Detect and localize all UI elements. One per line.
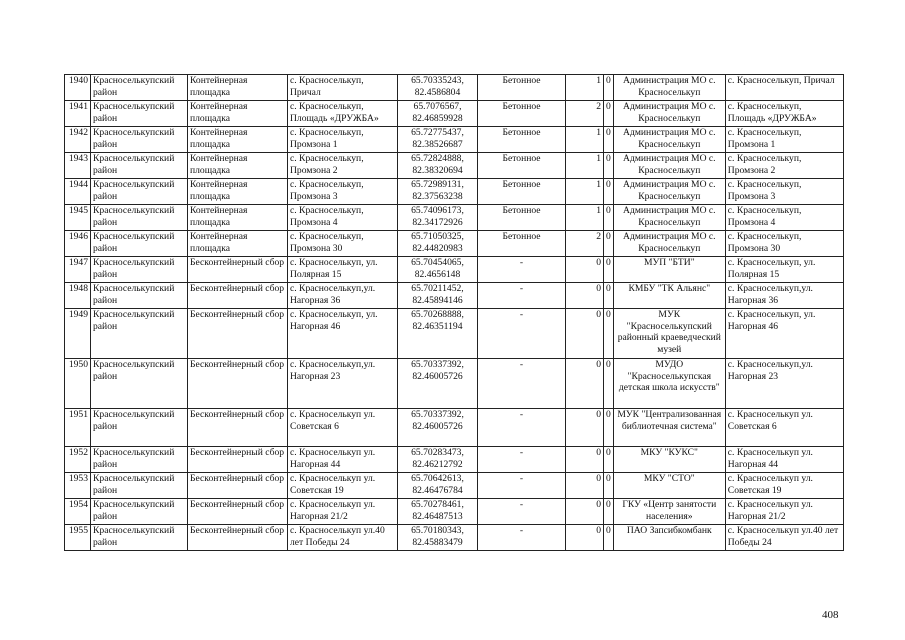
- table-row: [65, 101, 844, 127]
- cell-owner: МУК "Красноселькупский районный краеведческий музей: [613, 309, 725, 359]
- cell-type: Контейнерная площадка: [188, 153, 288, 179]
- cell-owner: КМБУ "ТК Альянс": [613, 283, 725, 309]
- cell-id: 1947: [65, 257, 91, 283]
- cell-owner: Администрация МО с. Красноселькуп: [613, 101, 725, 127]
- cell-count-volume: 0: [604, 283, 614, 309]
- cell-location: с. Красноселькуп ул.40 лет Победы 24: [725, 525, 843, 551]
- cell-count-containers: 0: [566, 309, 604, 359]
- cell-count-containers: 1: [566, 75, 604, 101]
- cell-district: Красноселькупский район: [91, 101, 188, 127]
- cell-coordinates: 65.72824888, 82.38320694: [398, 153, 478, 179]
- cell-owner: МУДО "Красноселькупская детская школа искусств": [613, 359, 725, 409]
- cell-count-volume: 0: [604, 473, 614, 499]
- cell-address: с. Красноселькуп, Площадь «ДРУЖБА»: [288, 101, 398, 127]
- cell-count-containers: 2: [566, 101, 604, 127]
- cell-surface: -: [478, 257, 566, 283]
- table-row: [65, 127, 844, 153]
- cell-location: с. Красноселькуп, Промзона 30: [725, 231, 843, 257]
- cell-count-volume: 0: [604, 309, 614, 359]
- cell-id: 1951: [65, 409, 91, 447]
- table-row: [65, 359, 844, 409]
- cell-location: с. Красноселькуп, Промзона 2: [725, 153, 843, 179]
- cell-district: Красноселькупский район: [91, 447, 188, 473]
- cell-coordinates: 65.70454065, 82.4656148: [398, 257, 478, 283]
- cell-location: с. Красноселькуп ул. Нагорная 21/2: [725, 499, 843, 525]
- cell-surface: Бетонное: [478, 127, 566, 153]
- cell-id: 1954: [65, 499, 91, 525]
- cell-district: Красноселькупский район: [91, 127, 188, 153]
- cell-address: с. Красноселькуп,ул. Нагорная 36: [288, 283, 398, 309]
- cell-id: 1952: [65, 447, 91, 473]
- cell-type: Контейнерная площадка: [188, 127, 288, 153]
- cell-surface: Бетонное: [478, 75, 566, 101]
- cell-surface: Бетонное: [478, 205, 566, 231]
- cell-type: Контейнерная площадка: [188, 205, 288, 231]
- table-row: [65, 283, 844, 309]
- cell-type: Бесконтейнерный сбор: [188, 359, 288, 409]
- cell-count-containers: 1: [566, 205, 604, 231]
- cell-id: 1946: [65, 231, 91, 257]
- cell-address: с. Красноселькуп, Причал: [288, 75, 398, 101]
- cell-owner: Администрация МО с. Красноселькуп: [613, 127, 725, 153]
- cell-district: Красноселькупский район: [91, 75, 188, 101]
- page-number: 408: [822, 609, 839, 621]
- cell-owner: Администрация МО с. Красноселькуп: [613, 231, 725, 257]
- table-row: [65, 309, 844, 359]
- cell-coordinates: 65.74096173, 82.34172926: [398, 205, 478, 231]
- cell-location: с. Красноселькуп,ул. Нагорная 23: [725, 359, 843, 409]
- cell-count-volume: 0: [604, 127, 614, 153]
- cell-location: с. Красноселькуп, Промзона 4: [725, 205, 843, 231]
- cell-address: с. Красноселькуп, ул. Полярная 15: [288, 257, 398, 283]
- cell-location: с. Красноселькуп, ул. Нагорная 46: [725, 309, 843, 359]
- cell-id: 1940: [65, 75, 91, 101]
- cell-id: 1949: [65, 309, 91, 359]
- cell-address: с. Красноселькуп ул. Советская 19: [288, 473, 398, 499]
- cell-address: с. Красноселькуп, Промзона 30: [288, 231, 398, 257]
- table-row: [65, 525, 844, 551]
- cell-coordinates: 65.70335243, 82.4586804: [398, 75, 478, 101]
- cell-count-containers: 2: [566, 231, 604, 257]
- cell-surface: Бетонное: [478, 231, 566, 257]
- cell-location: с. Красноселькуп ул. Советская 19: [725, 473, 843, 499]
- table-row: [65, 447, 844, 473]
- cell-id: 1953: [65, 473, 91, 499]
- cell-district: Красноселькупский район: [91, 283, 188, 309]
- cell-district: Красноселькупский район: [91, 473, 188, 499]
- table-row: [65, 409, 844, 447]
- cell-coordinates: 65.72775437, 82.38526687: [398, 127, 478, 153]
- cell-coordinates: 65.70337392, 82.46005726: [398, 359, 478, 409]
- cell-address: с. Красноселькуп, Промзона 2: [288, 153, 398, 179]
- cell-count-containers: 1: [566, 179, 604, 205]
- cell-coordinates: 65.70211452, 82.45894146: [398, 283, 478, 309]
- cell-count-containers: 0: [566, 525, 604, 551]
- table-row: [65, 257, 844, 283]
- cell-address: с. Красноселькуп, Промзона 3: [288, 179, 398, 205]
- cell-count-containers: 0: [566, 257, 604, 283]
- cell-type: Бесконтейнерный сбор: [188, 499, 288, 525]
- cell-id: 1955: [65, 525, 91, 551]
- cell-location: с. Красноселькуп, Площадь «ДРУЖБА»: [725, 101, 843, 127]
- cell-id: 1950: [65, 359, 91, 409]
- cell-address: с. Красноселькуп ул. Нагорная 21/2: [288, 499, 398, 525]
- cell-surface: Бетонное: [478, 179, 566, 205]
- cell-type: Бесконтейнерный сбор: [188, 525, 288, 551]
- cell-type: Бесконтейнерный сбор: [188, 473, 288, 499]
- cell-count-containers: 0: [566, 283, 604, 309]
- table-row: [65, 153, 844, 179]
- table-row: [65, 75, 844, 101]
- cell-id: 1944: [65, 179, 91, 205]
- table-row: [65, 473, 844, 499]
- cell-address: с. Красноселькуп, Промзона 4: [288, 205, 398, 231]
- cell-owner: МКУ "КУКС": [613, 447, 725, 473]
- cell-type: Контейнерная площадка: [188, 101, 288, 127]
- cell-id: 1942: [65, 127, 91, 153]
- cell-surface: -: [478, 409, 566, 447]
- table-row: [65, 179, 844, 205]
- cell-count-volume: 0: [604, 257, 614, 283]
- cell-count-volume: 0: [604, 101, 614, 127]
- cell-coordinates: 65.70180343, 82.45883479: [398, 525, 478, 551]
- cell-coordinates: 65.70642613, 82.46476784: [398, 473, 478, 499]
- cell-address: с. Красноселькуп ул. Советская 6: [288, 409, 398, 447]
- cell-owner: Администрация МО с. Красноселькуп: [613, 179, 725, 205]
- cell-surface: Бетонное: [478, 101, 566, 127]
- cell-coordinates: 65.70268888, 82.46351194: [398, 309, 478, 359]
- table-row: [65, 205, 844, 231]
- cell-address: с. Красноселькуп ул.40 лет Победы 24: [288, 525, 398, 551]
- cell-district: Красноселькупский район: [91, 153, 188, 179]
- cell-surface: Бетонное: [478, 153, 566, 179]
- cell-coordinates: 65.7076567, 82.46859928: [398, 101, 478, 127]
- cell-district: Красноселькупский район: [91, 231, 188, 257]
- cell-owner: ГКУ «Центр занятости населения»: [613, 499, 725, 525]
- cell-district: Красноселькупский район: [91, 179, 188, 205]
- cell-owner: Администрация МО с. Красноселькуп: [613, 153, 725, 179]
- cell-count-volume: 0: [604, 447, 614, 473]
- cell-id: 1943: [65, 153, 91, 179]
- cell-count-containers: 0: [566, 359, 604, 409]
- table-row: [65, 231, 844, 257]
- cell-count-containers: 1: [566, 127, 604, 153]
- cell-district: Красноселькупский район: [91, 499, 188, 525]
- cell-address: с. Красноселькуп,ул. Нагорная 23: [288, 359, 398, 409]
- table-row: [65, 499, 844, 525]
- cell-district: Красноселькупский район: [91, 525, 188, 551]
- cell-type: Бесконтейнерный сбор: [188, 283, 288, 309]
- cell-district: Красноселькупский район: [91, 257, 188, 283]
- cell-count-volume: 0: [604, 75, 614, 101]
- cell-location: с. Красноселькуп, Промзона 3: [725, 179, 843, 205]
- cell-type: Бесконтейнерный сбор: [188, 447, 288, 473]
- cell-coordinates: 65.70283473, 82.46212792: [398, 447, 478, 473]
- cell-type: Бесконтейнерный сбор: [188, 257, 288, 283]
- cell-district: Красноселькупский район: [91, 205, 188, 231]
- cell-address: с. Красноселькуп ул. Нагорная 44: [288, 447, 398, 473]
- cell-owner: МУП "БТИ": [613, 257, 725, 283]
- cell-count-containers: 0: [566, 447, 604, 473]
- cell-count-volume: 0: [604, 499, 614, 525]
- cell-count-volume: 0: [604, 359, 614, 409]
- cell-count-containers: 0: [566, 499, 604, 525]
- cell-count-volume: 0: [604, 409, 614, 447]
- cell-surface: -: [478, 359, 566, 409]
- cell-owner: МКУ "СТО": [613, 473, 725, 499]
- cell-id: 1941: [65, 101, 91, 127]
- cell-count-containers: 0: [566, 473, 604, 499]
- cell-surface: -: [478, 525, 566, 551]
- cell-coordinates: 65.72989131, 82.37563238: [398, 179, 478, 205]
- cell-count-volume: 0: [604, 525, 614, 551]
- cell-type: Бесконтейнерный сбор: [188, 409, 288, 447]
- cell-location: с. Красноселькуп, ул. Полярная 15: [725, 257, 843, 283]
- cell-count-volume: 0: [604, 179, 614, 205]
- cell-location: с. Красноселькуп, Причал: [725, 75, 843, 101]
- cell-type: Контейнерная площадка: [188, 179, 288, 205]
- cell-address: с. Красноселькуп, Промзона 1: [288, 127, 398, 153]
- cell-count-volume: 0: [604, 205, 614, 231]
- cell-coordinates: 65.71050325, 82.44820983: [398, 231, 478, 257]
- cell-coordinates: 65.70337392, 82.46005726: [398, 409, 478, 447]
- cell-surface: -: [478, 499, 566, 525]
- cell-owner: Администрация МО с. Красноселькуп: [613, 205, 725, 231]
- cell-owner: Администрация МО с. Красноселькуп: [613, 75, 725, 101]
- cell-location: с. Красноселькуп ул. Нагорная 44: [725, 447, 843, 473]
- cell-surface: -: [478, 473, 566, 499]
- cell-id: 1948: [65, 283, 91, 309]
- cell-owner: ПАО Запсибкомбанк: [613, 525, 725, 551]
- cell-type: Контейнерная площадка: [188, 231, 288, 257]
- cell-type: Бесконтейнерный сбор: [188, 309, 288, 359]
- cell-count-volume: 0: [604, 153, 614, 179]
- cell-district: Красноселькупский район: [91, 409, 188, 447]
- cell-location: с. Красноселькуп, Промзона 1: [725, 127, 843, 153]
- cell-type: Контейнерная площадка: [188, 75, 288, 101]
- cell-count-containers: 1: [566, 153, 604, 179]
- cell-coordinates: 65.70278461, 82.46487513: [398, 499, 478, 525]
- cell-location: с. Красноселькуп,ул. Нагорная 36: [725, 283, 843, 309]
- cell-surface: -: [478, 447, 566, 473]
- cell-count-containers: 0: [566, 409, 604, 447]
- cell-district: Красноселькупский район: [91, 359, 188, 409]
- cell-district: Красноселькупский район: [91, 309, 188, 359]
- cell-surface: -: [478, 283, 566, 309]
- cell-count-volume: 0: [604, 231, 614, 257]
- cell-surface: -: [478, 309, 566, 359]
- cell-address: с. Красноселькуп, ул. Нагорная 46: [288, 309, 398, 359]
- cell-id: 1945: [65, 205, 91, 231]
- cell-location: с. Красноселькуп ул. Советская 6: [725, 409, 843, 447]
- registry-table: [64, 74, 844, 551]
- cell-owner: МУК "Централизованная библиотечная система": [613, 409, 725, 447]
